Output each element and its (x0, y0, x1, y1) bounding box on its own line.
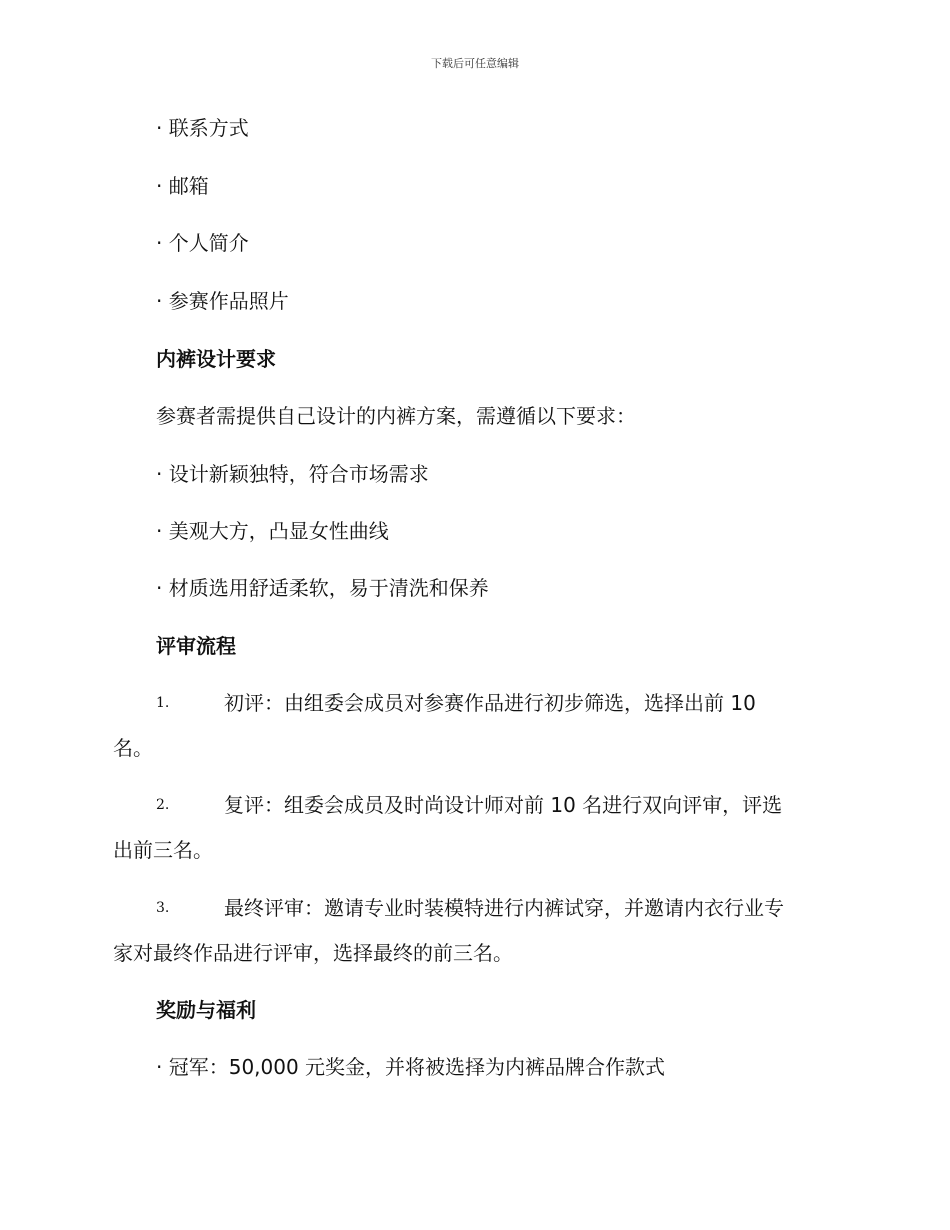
step-text-continued: 出前三名。 (113, 838, 213, 862)
list-item: · 参赛作品照片 (156, 289, 289, 313)
design-intro: 参赛者需提供自己设计的内裤方案，需遵循以下要求： (156, 404, 636, 428)
section-heading-design: 内裤设计要求 (156, 347, 276, 371)
list-item: · 邮箱 (156, 174, 209, 198)
step-text-continued: 家对最终作品进行评审，选择最终的前三名。 (113, 941, 513, 965)
list-item: · 美观大方，凸显女性曲线 (156, 519, 389, 543)
step-number: 3. (156, 900, 170, 916)
step-text: 最终评审：邀请专业时装模特进行内裤试穿，并邀请内衣行业专 (224, 896, 784, 920)
section-heading-review: 评审流程 (156, 634, 236, 658)
step-text-continued: 名。 (113, 736, 153, 760)
page-header: 下载后可任意编辑 (431, 57, 519, 70)
step-number: 1. (156, 695, 170, 711)
list-item: · 个人简介 (156, 231, 249, 255)
list-item: · 设计新颖独特，符合市场需求 (156, 462, 429, 486)
section-heading-awards: 奖励与福利 (156, 998, 256, 1022)
step-number: 2. (156, 797, 170, 813)
step-text: 初评：由组委会成员对参赛作品进行初步筛选，选择出前 10 (224, 691, 756, 715)
list-item: · 材质选用舒适柔软，易于清洗和保养 (156, 576, 489, 600)
list-item: · 冠军：50,000 元奖金，并将被选择为内裤品牌合作款式 (156, 1055, 666, 1079)
step-text: 复评：组委会成员及时尚设计师对前 10 名进行双向评审，评选 (224, 793, 783, 817)
list-item: · 联系方式 (156, 116, 249, 140)
